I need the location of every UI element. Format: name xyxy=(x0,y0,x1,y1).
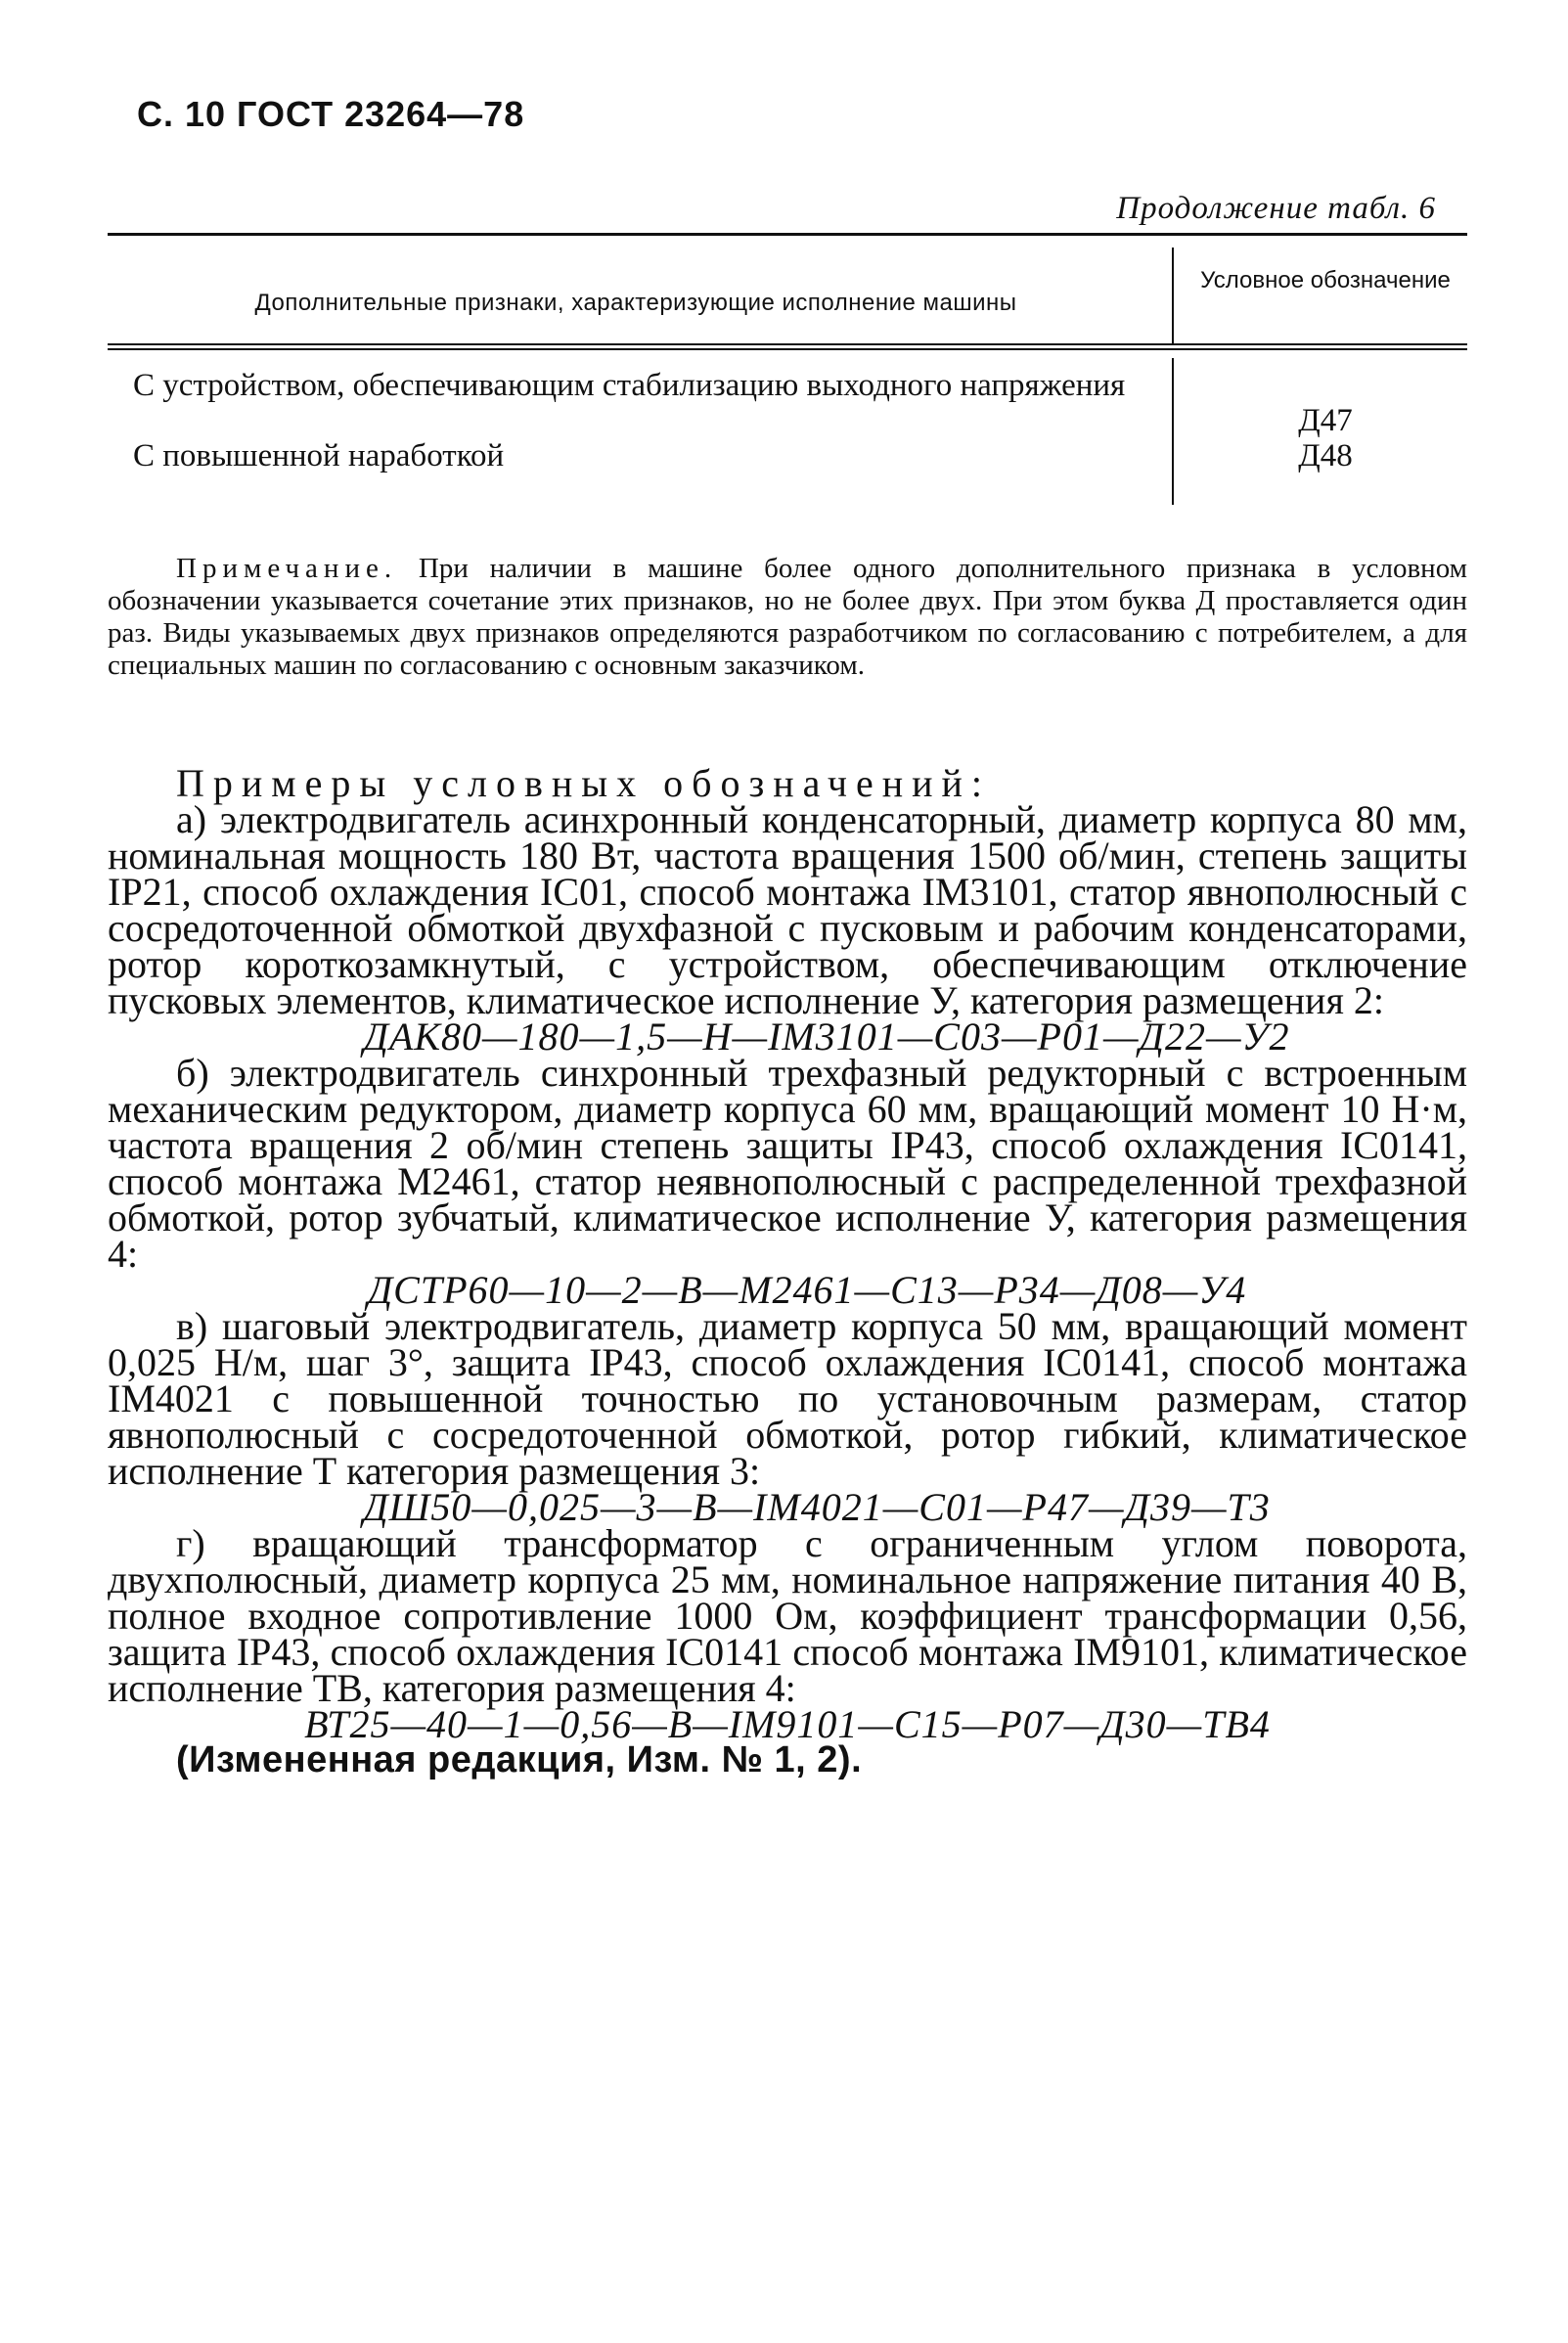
column-header-code: Условное обозначение xyxy=(1200,267,1451,293)
example-description: б) электродвигатель синхронный трехфазный редукторный с встроенным механическим редуктором, диаметр корпуса 60 мм, вращающий момент 10 Н·м, частота вращения 2 об/мин степень защиты IP43, способ охлаждения IC0141, способ монтажа М2461, статор неявнополюсный с распределенной трехфазной обмоткой, ротор зубчатый, климатическое исполнение У, категория размещения 4: xyxy=(108,1051,1467,1276)
table-note xyxy=(108,553,1467,682)
examples-section xyxy=(108,761,1467,1780)
table-header-rule xyxy=(108,343,1467,350)
example-description: в) шаговый электродвигатель, диаметр корпуса 50 мм, вращающий момент 0,025 Н/м, шаг 3°, защита IP43, способ охлаждения IC0141, способ монтажа IM4021 с повышенной точностью по установочным размерам, статор явнополюсный с сосредоточенной обмоткой, ротор гибкий, климатическое исполнение Т категория размещения 3: xyxy=(108,1304,1467,1493)
table-row-feature: С устройством, обеспечивающим стабилизацию выходного напряжения xyxy=(133,368,1126,403)
example-code: ДШ50—0,025—3—В—IM4021—С01—Р47—Д39—Т3 xyxy=(363,1485,1271,1529)
example-code: ДАК80—180—1,5—Н—IM3101—С03—Р01—Д22—У2 xyxy=(363,1014,1290,1059)
examples-heading: Примеры условных обозначений: xyxy=(176,761,992,805)
note-lead: Примечание. xyxy=(176,553,398,584)
example-code: ДСТР60—10—2—В—М2461—С13—Р34—Д08—У4 xyxy=(367,1268,1247,1312)
page-header: С. 10 ГОСТ 23264—78 xyxy=(137,94,525,134)
example-description: а) электродвигатель асинхронный конденсаторный, диаметр корпуса 80 мм, номинальная мощность 180 Вт, частота вращения 1500 об/мин, степень защиты IP21, способ охлаждения IC01, способ монтажа IM3101, статор явнополюсный с сосредоточенной обмоткой двухфазной с пусковым и рабочим конденсаторами, ротор короткозамкнутый, с устройством, обеспечивающим отключение пусковых элементов, климатическое исполнение У, категория размещения 2: xyxy=(108,797,1467,1022)
features-table xyxy=(108,233,1467,517)
note-text: При наличии в машине более одного дополнительного признака в условном обозначении указывается сочетание этих признаков, но не более двух. При этом буква Д проставляется один раз. Виды указываемых двух признаков определяются разработчиком по согласованию с потребителем, а для специальных машин по согласованию с основным заказчиком. xyxy=(108,553,1467,681)
example-description: г) вращающий трансформатор с ограниченным углом поворота, двухполюсный, диаметр корпуса 25 мм, номинальное напряжение питания 40 В, полное входное сопротивление 1000 Ом, коэффициент трансформации 0,56, защита IP43, способ охлаждения IC0141 способ монтажа IM9101, климатическое исполнение ТВ, категория размещения 4: xyxy=(108,1521,1467,1710)
table-row-feature: С повышенной наработкой xyxy=(133,438,505,473)
table-row-code: Д47 xyxy=(1298,403,1353,438)
table-row-code: Д48 xyxy=(1298,438,1353,473)
column-header-features: Дополнительные признаки, характеризующие исполнение машины xyxy=(254,290,1017,316)
column-divider xyxy=(1172,358,1174,505)
revision-note: (Измененная редакция, Изм. № 1, 2). xyxy=(176,1739,863,1780)
table-body xyxy=(108,350,1467,517)
column-divider xyxy=(1172,248,1174,343)
table-header xyxy=(108,236,1467,343)
table-continuation-label: Продолжение табл. 6 xyxy=(1116,191,1436,226)
example-code: ВТ25—40—1—0,56—В—IM9101—С15—Р07—Д30—ТВ4 xyxy=(304,1702,1271,1746)
